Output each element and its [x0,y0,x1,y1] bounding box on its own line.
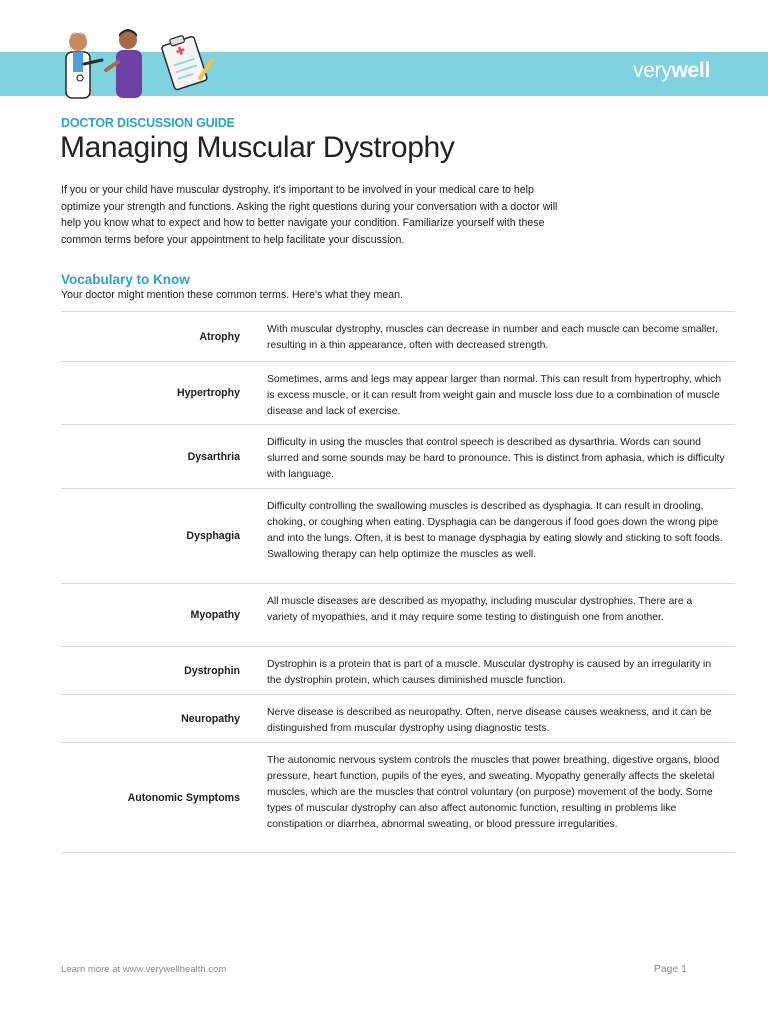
vocab-term: Hypertrophy [177,387,240,399]
vocab-row-dysphagia [61,489,735,584]
logo-suffix: well [671,59,710,82]
vocab-definition: Nerve disease is described as neuropathy. Often, nerve disease causes weakness, and it can be distinguished from muscular dystrophy using diagnostic tests. [267,707,712,734]
vocab-term: Autonomic Symptoms [127,791,240,804]
intro-paragraph: If you or your child have muscular dystrophy, it's important to be involved in your medical care to help optimize your strength and functions. Asking the right questions during your conversation with a doctor will help you know what to expect and how to better navigate your condition. Familiarize yourself with these common terms before your appointment to help facilitate your discussion. [61,184,558,246]
verywell-logo [633,59,710,83]
vocab-row-autonomic-symptoms [61,743,735,853]
vocab-row-neuropathy [61,695,735,743]
footer-page-number: Page 1 [653,963,687,975]
vocab-definition: Dystrophin is a protein that is part of a muscle. Muscular dystrophy is caused by an irregularity in the dystrophin protein, which causes diminished muscle function. [267,659,712,686]
footer-learn-more: Learn more at www.verywellhealth.com [61,964,227,975]
vocab-term: Dystrophin [184,664,240,677]
vocab-definition: Sometimes, arms and legs may appear larger than normal. This can result from hypertrophy, which is excess muscle, or it can result from weight gain and muscle loss due to a combination of muscle disease and lack of exercise. [267,374,722,417]
vocab-term: Atrophy [199,330,240,343]
vocabulary-subheading: Your doctor might mention these common terms. Here's what they mean. [61,289,403,301]
vocab-definition: The autonomic nervous system controls the muscles that power breathing, digestive organs, blood pressure, heart function, pupils of the eyes, and sweating. Myopathy generally affects the skeletal muscles, which are the muscles that control voluntary (on purpose) movement of the body. Some types of muscular dystrophy can also affect autonomic function, resulting in problems like constipation or diarrhea, abnormal sweating, or blood pressure irregularities. [267,755,720,830]
logo-prefix: very [633,59,672,82]
vocab-row-myopathy [61,584,735,647]
vocab-row-dysarthria [61,425,735,489]
vocab-row-hypertrophy [61,362,735,425]
vocab-term: Dysphagia [186,530,240,542]
vocab-row-atrophy [61,312,735,362]
vocab-term: Myopathy [190,609,240,621]
vocab-definition: With muscular dystrophy, muscles can decrease in number and each muscle can become smaller, resulting in a thin appearance, often with decreased strength. [267,324,718,351]
vocab-definition: All muscle diseases are described as myopathy, including muscular dystrophies. There are a variety of myopathies, and it may require some testing to distinguish one from another. [267,596,693,623]
vocab-term: Neuropathy [181,712,240,725]
vocab-definition: Difficulty in using the muscles that control speech is described as dysarthria. Words can sound slurred and some sounds may be hard to pronounce. This is distinct from aphasia, which is difficulty with language. [267,437,725,480]
page-title: Managing Muscular Dystrophy [60,131,455,164]
vocabulary-heading: Vocabulary to Know [61,272,190,287]
vocab-row-dystrophin [61,647,735,695]
doctor-patient-clipboard-illustration-icon [40,20,220,110]
guide-eyebrow: DOCTOR DISCUSSION GUIDE [61,116,235,130]
vocab-definition: Difficulty controlling the swallowing muscles is described as dysphagia. It can result in drooling, choking, or coughing when eating. Dysphagia can be dangerous if food goes down the wrong pipe and into the lungs. Often, it is best to manage dysphagia by eating slowly and sticking to soft foods. Swallowing therapy can help optimize the muscles as well. [267,501,723,560]
vocabulary-table [61,311,735,853]
vocab-term: Dysarthria [187,450,240,463]
